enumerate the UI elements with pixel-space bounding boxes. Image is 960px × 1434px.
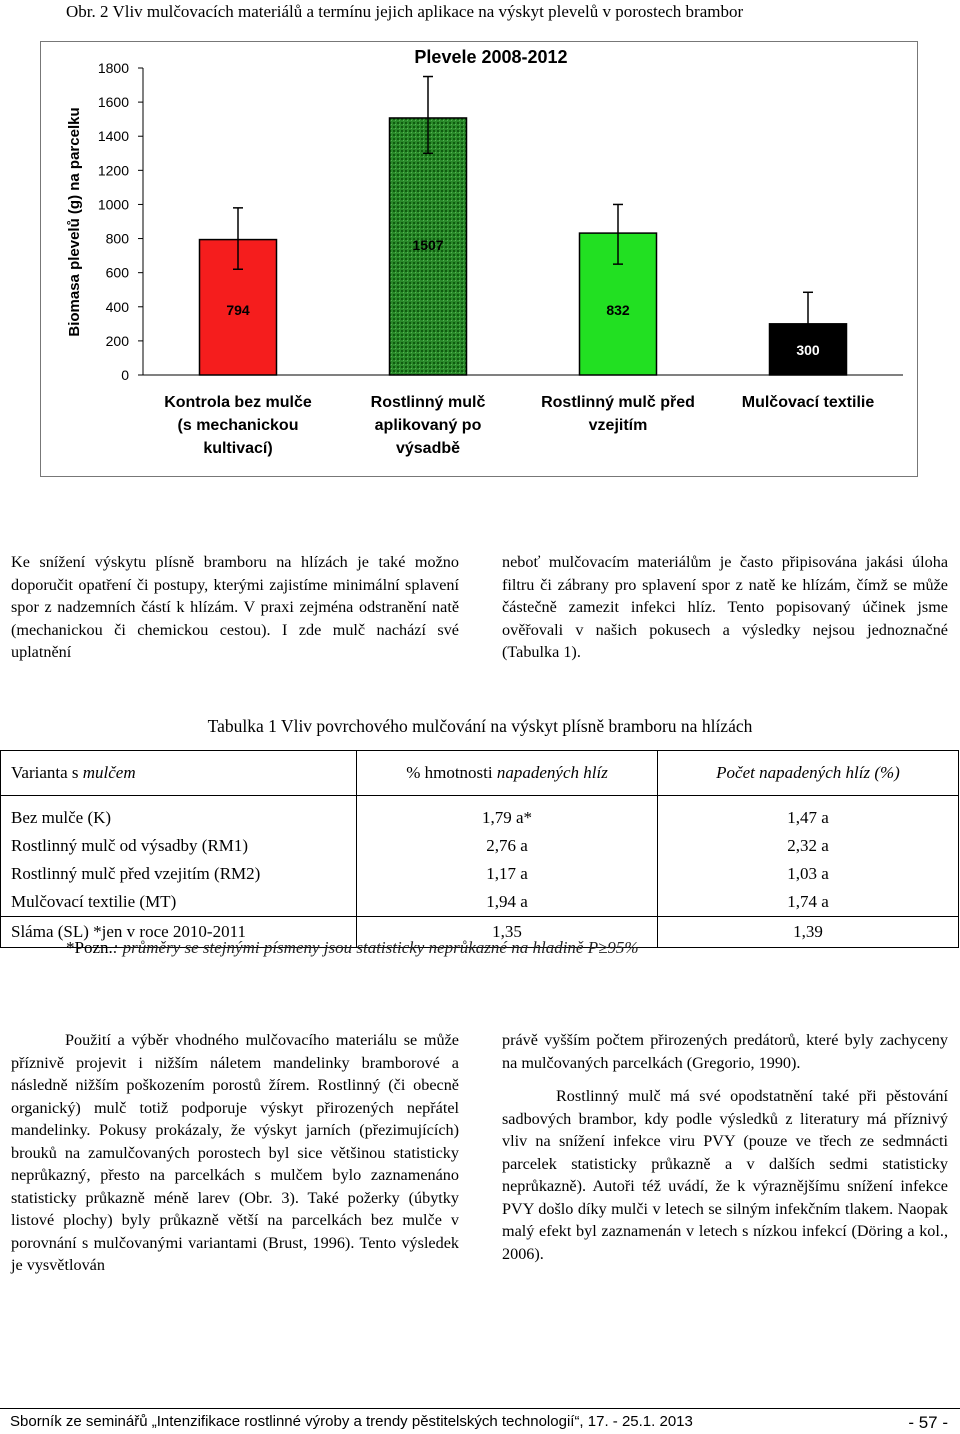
x-tick-label: Kontrola bez mulče	[164, 394, 312, 411]
y-tick-label: 1000	[97, 196, 129, 213]
paragraph-text: neboť mulčovacím materiálům je často připisována jakási úloha filtru či zábrany pro splavení spor z natě ke hlízám, čímž se může částečně zamezit infekci hlíz. Tento popisovaný účinek jsme ověřovali v našich pokusech a výsledky nejsou jednoznačné (Tabulka 1).	[502, 553, 948, 661]
data-label: 832	[606, 302, 630, 318]
y-tick-label: 1200	[97, 162, 129, 179]
results-table	[0, 750, 959, 948]
data-label: 300	[796, 341, 820, 358]
table-row	[1, 804, 959, 832]
paragraph-text: Použití a výběr vhodného mulčovacího materiálu se může příznivě projevit i nižším náletem mandelinky bramborové a následně nižším poškozením porostů žírem. Rostlinný (či obecně organický) mulč totiž podporuje výskyt přirozených nepřátel mandelinky. Pokusy prokázaly, že výskyt jarních (přezimujících) brouků na zamulčovaných porostech byl sice většinou statisticky neprůkazný, přesto na parcelkách s mulčem bylo zaznamenáno statisticky průkazně méně larev (Obr. 3). Také požerky (úbytky listové plochy) byly průkazně větší na parcelkách bez mulče v porovnání s mulčovanými variantami (Brust, 1996). Tento výsledek je vysvětlován	[11, 1031, 459, 1274]
table-cell: 1,35	[357, 916, 658, 947]
table-title: Tabulka 1 Vliv povrchového mulčování na výskyt plísně bramboru na hlízách	[207, 716, 753, 736]
table-cell: 2,32 a	[658, 832, 959, 860]
paragraph-left-1	[11, 551, 459, 664]
y-tick-label: 200	[105, 332, 129, 349]
y-tick-label: 1400	[97, 128, 129, 145]
table-cell: Sláma (SL) *jen v roce 2010-2011	[1, 916, 357, 947]
table-row	[1, 796, 959, 804]
table-note: *Pozn.: průměry se stejnými písmeny jsou statisticky neprůkazné na hladině P≥95%	[66, 938, 639, 957]
chart-frame	[40, 41, 918, 477]
header-count: Počet napadených hlíz (%)	[658, 751, 959, 796]
x-tick-label: Rostlinný mulč před	[541, 394, 695, 411]
x-tick-label: Rostlinný mulč	[370, 394, 486, 411]
y-tick-label: 1800	[97, 60, 129, 76]
table-cell: 1,94 a	[357, 888, 658, 917]
paragraph-right-2	[502, 1029, 948, 1265]
paragraph-text: Rostlinný mulč má své opodstatnění také při pěstování sadbových brambor, kdy podle výsledků z literatury má příznivý vliv na snížení infekce viru PVY (pouze ve třech ze sedmnácti parcelek statisticky průkazně a v dalších sedmi statisticky neprůkazně). Autoři též uvádí, že k výraznějšímu snížení infekce PVY došlo díky mulči v letech se silným infekčním tlakem. Naopak malý efekt byl zaznamenán v letech s nízkou infekcí (Döring a kol., 2006).	[502, 1087, 948, 1263]
bar-chart	[41, 42, 919, 478]
x-tick-label: vzejitím	[588, 417, 648, 434]
table-cell: 1,74 a	[658, 888, 959, 917]
table-cell: Bez mulče (K)	[1, 804, 357, 832]
chart-title: Plevele 2008-2012	[414, 47, 568, 67]
table-cell: Rostlinný mulč od výsadby (RM1)	[1, 832, 357, 860]
paragraph-text: právě vyšším počtem přirozených predátorů, které byly zachyceny na mulčovaných parcelkách (Gregorio, 1990).	[502, 1031, 948, 1072]
table-cell: 1,39	[658, 916, 959, 947]
x-tick-label: (s mechanickou	[177, 417, 299, 434]
paragraph-right-1	[502, 551, 948, 664]
y-tick-label: 600	[105, 264, 129, 281]
data-label: 794	[226, 302, 250, 318]
x-tick-label: výsadbě	[395, 440, 461, 457]
y-tick-label: 800	[105, 230, 129, 247]
paragraph-left-2	[11, 1029, 459, 1277]
y-tick-label: 0	[121, 367, 129, 383]
figure-caption: Obr. 2 Vliv mulčovacích materiálů a termínu jejich aplikace na výskyt plevelů v porostech brambor	[66, 2, 744, 21]
table-row	[1, 860, 959, 888]
x-tick-label: aplikovaný po	[374, 417, 482, 434]
table-cell: 1,47 a	[658, 804, 959, 832]
data-label: 1507	[412, 236, 444, 253]
page-number: - 57 -	[908, 1413, 948, 1432]
header-variant: Varianta s mulčem	[1, 751, 357, 796]
x-tick-label: Mulčovací textilie	[741, 394, 875, 411]
y-tick-label: 400	[105, 298, 129, 315]
header-mass: % hmotnosti napadených hlíz	[357, 751, 658, 796]
x-tick-label: kultivací)	[203, 440, 273, 457]
table-cell: 1,03 a	[658, 860, 959, 888]
table-row	[1, 888, 959, 917]
table-cell: Mulčovací textilie (MT)	[1, 888, 357, 917]
table-cell: 1,79 a*	[357, 804, 658, 832]
table-header-row	[1, 751, 959, 796]
y-axis-label: Biomasa plevelů (g) na parcelku	[66, 107, 83, 337]
y-tick-label: 1600	[97, 94, 129, 111]
footer-divider	[0, 1408, 960, 1409]
table-cell: 1,17 a	[357, 860, 658, 888]
footer-text: Sborník ze seminářů „Intenzifikace rostlinné výroby a trendy pěstitelských technologií“, 17. - 25.1. 2013	[10, 1413, 693, 1430]
table-row	[1, 832, 959, 860]
table-cell: 2,76 a	[357, 832, 658, 860]
paragraph-text: Ke snížení výskytu plísně bramboru na hlízách je také možno doporučit opatření či postupy, kterými zajistíme minimální splavení spor z nadzemních částí k hlízám. V praxi zejména odstranění natě (mechanickou či chemickou cestou). I zde mulč nachází své uplatnění	[11, 553, 459, 661]
table-cell: Rostlinný mulč před vzejitím (RM2)	[1, 860, 357, 888]
